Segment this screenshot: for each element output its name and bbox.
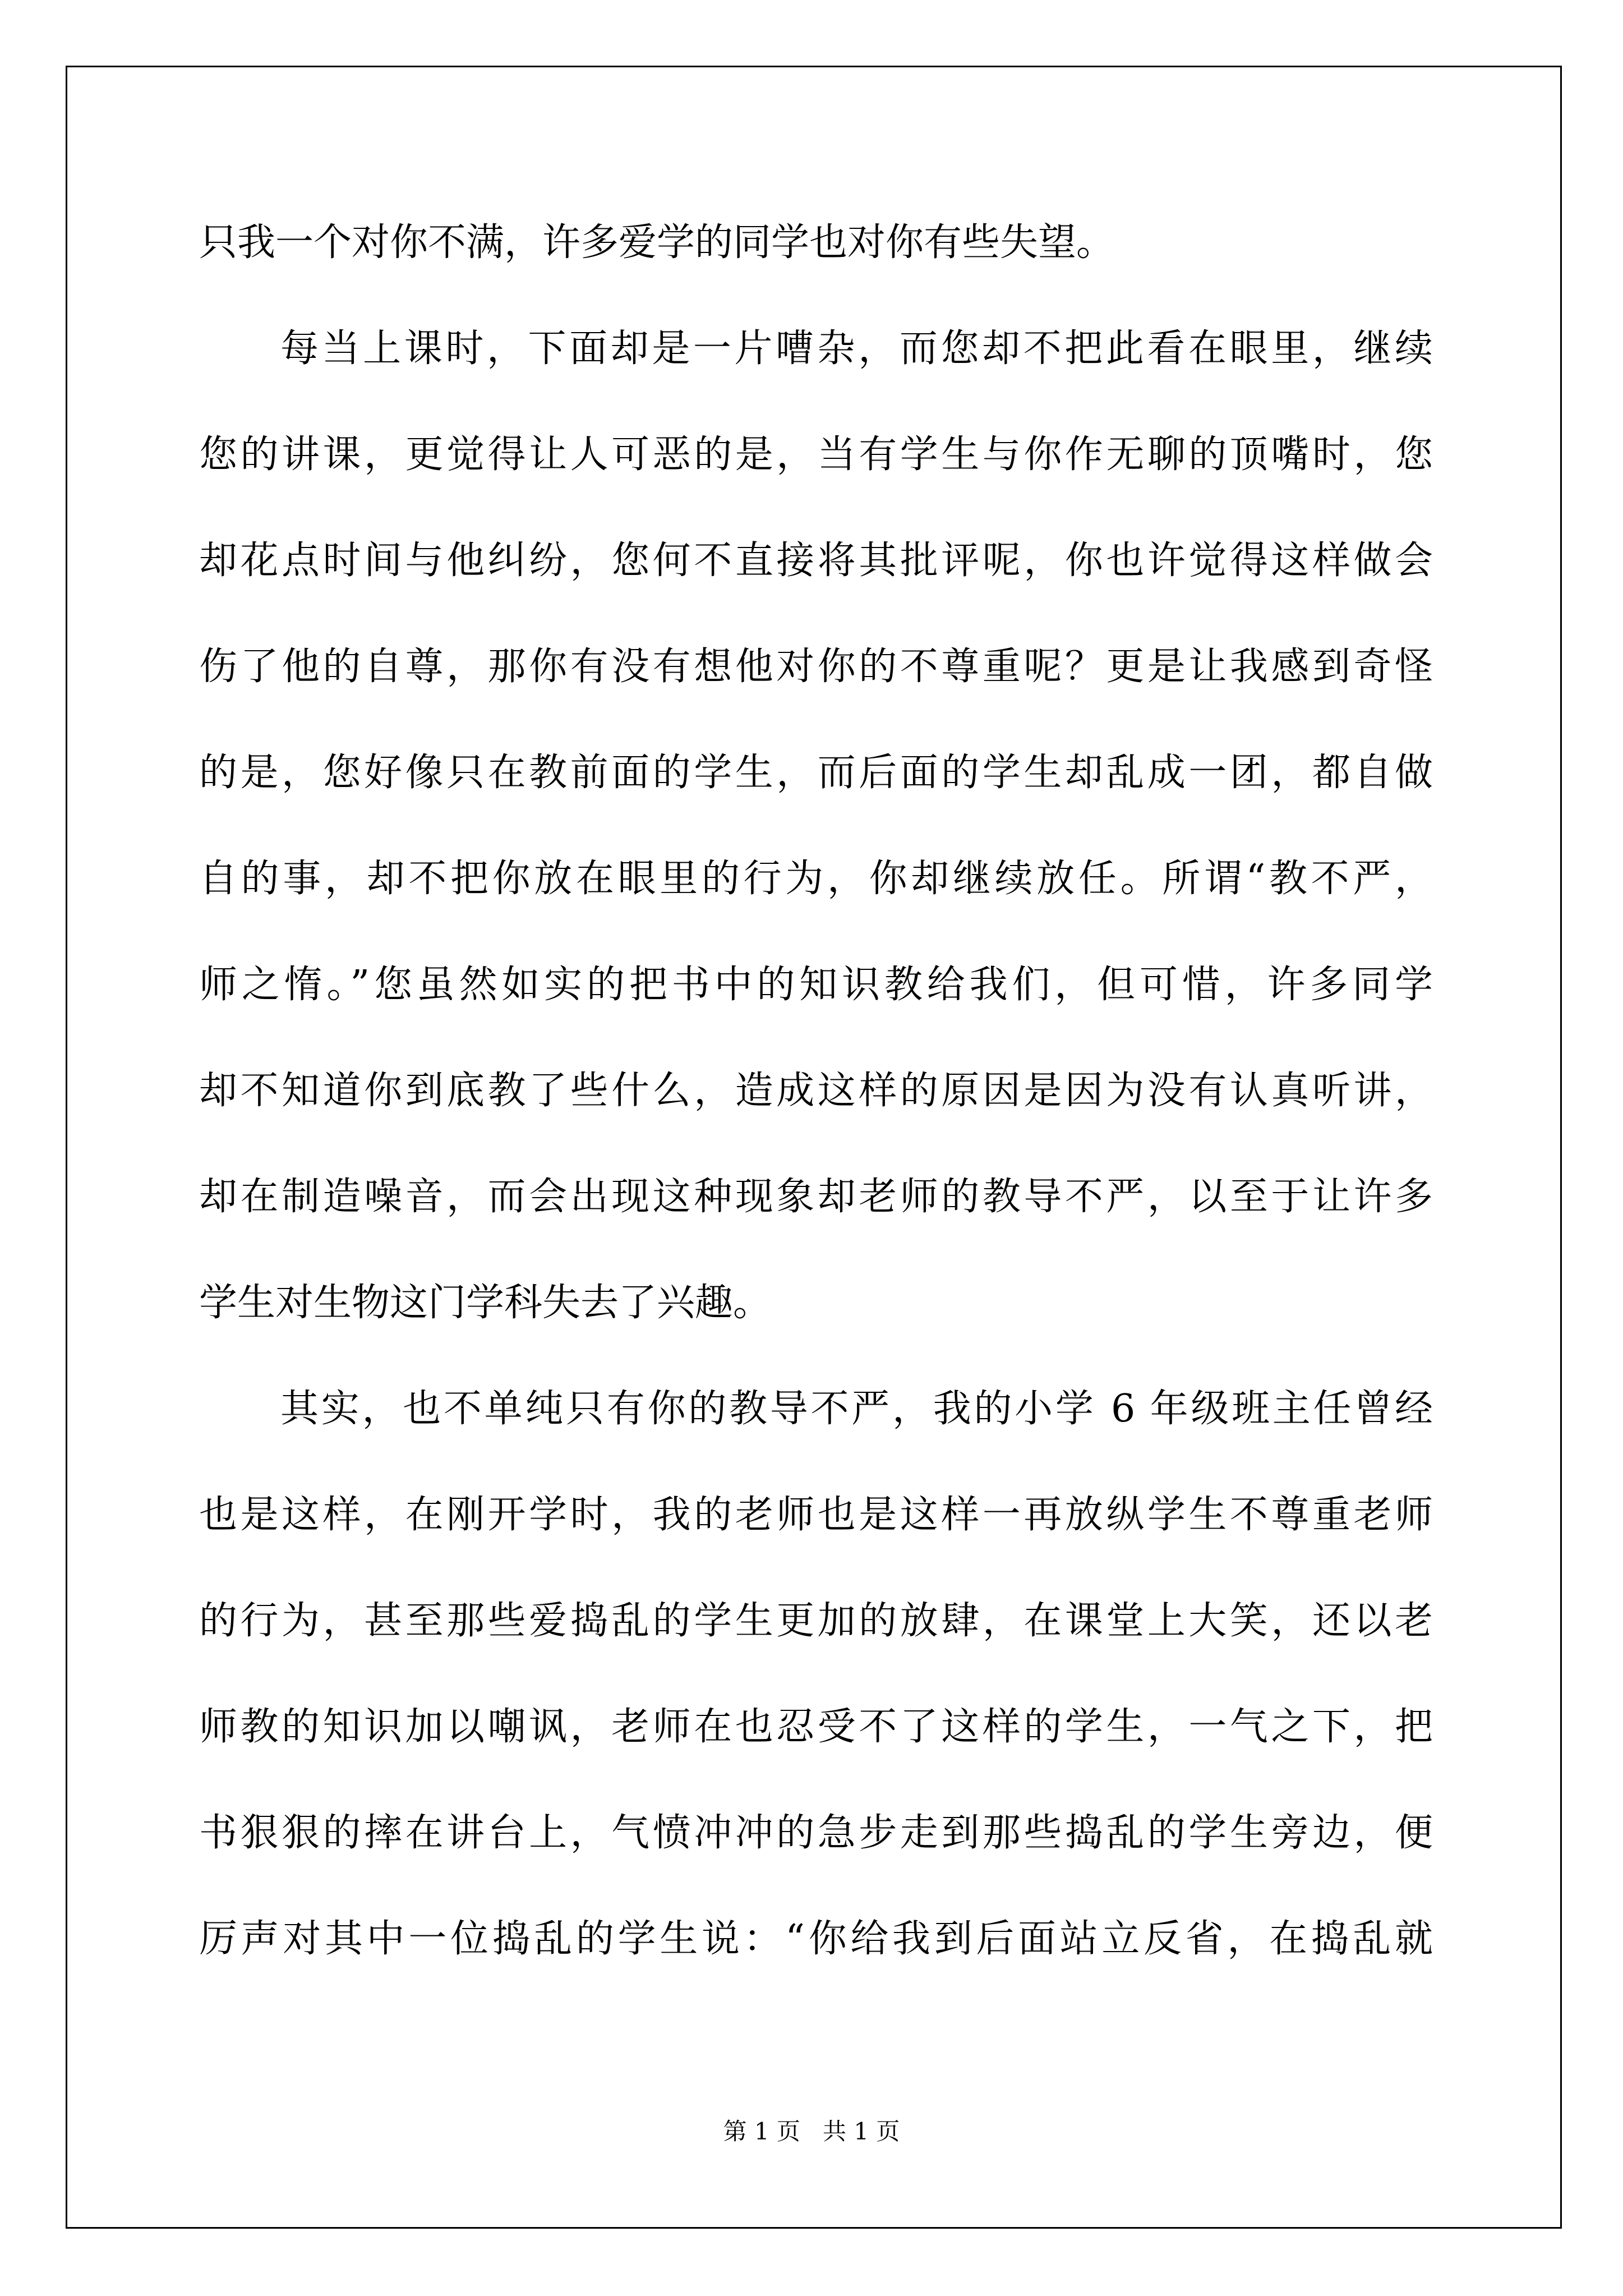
text-line: 师之惰。”您虽然如实的把书中的知识教给我们，但可惜，许多同学	[199, 963, 1433, 1007]
text-line: 伤了他的自尊，那你有没有想他对你的不尊重呢？更是让我感到奇怪	[199, 645, 1433, 689]
text-line: 学生对生物这门学科失去了兴趣。	[199, 1281, 772, 1325]
text-line: 的行为，甚至那些爱捣乱的学生更加的放肆，在课堂上大笑，还以老	[199, 1599, 1433, 1643]
text-line: 只我一个对你不满，许多爱学的同学也对你有些失望。	[199, 220, 1115, 265]
text-line: 却在制造噪音，而会出现这种现象却老师的教导不严，以至于让许多	[199, 1175, 1433, 1219]
text-line: 自的事，却不把你放在眼里的行为，你却继续放任。所谓“教不严，	[199, 857, 1433, 901]
text-line: 每当上课时，下面却是一片嘈杂，而您却不把此看在眼里，继续	[280, 326, 1433, 371]
text-line: 厉声对其中一位捣乱的学生说：“你给我到后面站立反省，在捣乱就	[199, 1917, 1433, 1961]
text-line: 您的讲课，更觉得让人可恶的是，当有学生与你作无聊的顶嘴时，您	[199, 432, 1433, 477]
page-total: 共 1 页	[823, 2118, 900, 2145]
text-line: 其实，也不单纯只有你的教导不严，我的小学 6 年级班主任曾经	[280, 1387, 1433, 1431]
text-line: 书狠狠的摔在讲台上，气愤冲冲的急步走到那些捣乱的学生旁边，便	[199, 1811, 1433, 1855]
page-footer	[0, 2115, 1623, 2148]
page-number: 第 1 页	[723, 2118, 800, 2145]
document-body	[199, 190, 1433, 1992]
text-line: 师教的知识加以嘲讽，老师在也忍受不了这样的学生，一气之下，把	[199, 1705, 1433, 1749]
text-line: 的是，您好像只在教前面的学生，而后面的学生却乱成一团，都自做	[199, 751, 1433, 795]
text-line: 却花点时间与他纠纷，您何不直接将其批评呢，你也许觉得这样做会	[199, 539, 1433, 583]
text-line: 却不知道你到底教了些什么，造成这样的原因是因为没有认真听讲，	[199, 1069, 1433, 1113]
text-line: 也是这样，在刚开学时，我的老师也是这样一再放纵学生不尊重老师	[199, 1493, 1433, 1537]
